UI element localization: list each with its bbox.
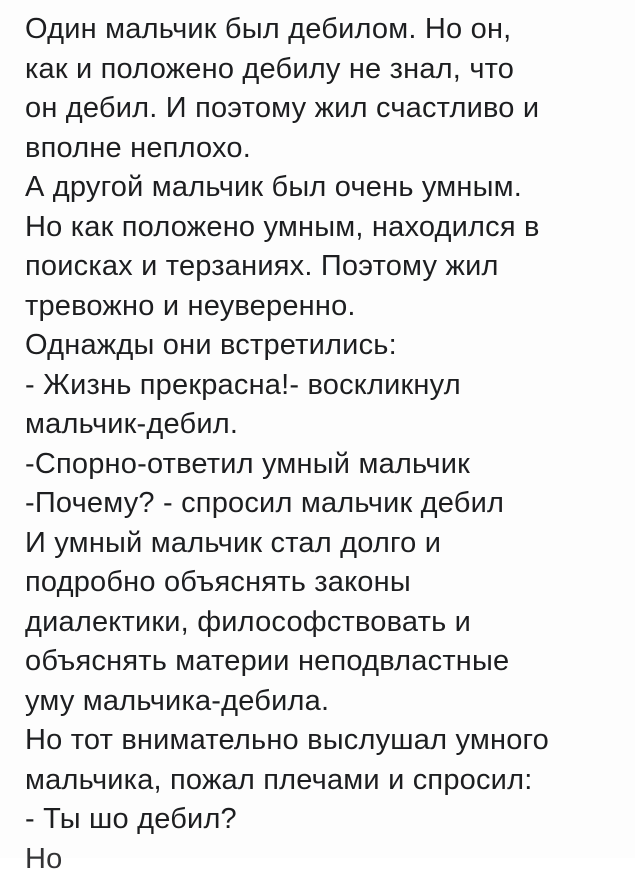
text-line: Однажды они встретились: [25, 326, 617, 366]
text-line: - Жизнь прекрасна!- воскликнул [25, 366, 617, 406]
text-line: И умный мальчик стал долго и [25, 524, 617, 564]
text-line: подробно объяснять законы [25, 563, 617, 603]
text-line: А другой мальчик был очень умным. [25, 168, 617, 208]
text-line: поисках и терзаниях. Поэтому жил [25, 247, 617, 287]
text-line: уму мальчика-дебила. [25, 682, 617, 722]
text-line: мальчик-дебил. [25, 405, 617, 445]
clipped-text-line: Но [25, 840, 617, 879]
post-text [25, 10, 617, 879]
text-line: Но как положено умным, находился в [25, 208, 617, 248]
text-line: - Ты шо дебил? [25, 800, 617, 840]
text-line: как и положено дебилу не знал, что [25, 50, 617, 90]
text-line: мальчика, пожал плечами и спросил: [25, 761, 617, 801]
text-line: вполне неплохо. [25, 129, 617, 169]
text-line: Один мальчик был дебилом. Но он, [25, 10, 617, 50]
text-line: диалектики, философствовать и [25, 603, 617, 643]
text-line: -Спорно-ответил умный мальчик [25, 445, 617, 485]
text-line: тревожно и неуверенно. [25, 287, 617, 327]
text-line: Но тот внимательно выслушал умного [25, 721, 617, 761]
text-line: он дебил. И поэтому жил счастливо и [25, 89, 617, 129]
text-line: объяснять материи неподвластные [25, 642, 617, 682]
text-line: -Почему? - спросил мальчик дебил [25, 484, 617, 524]
